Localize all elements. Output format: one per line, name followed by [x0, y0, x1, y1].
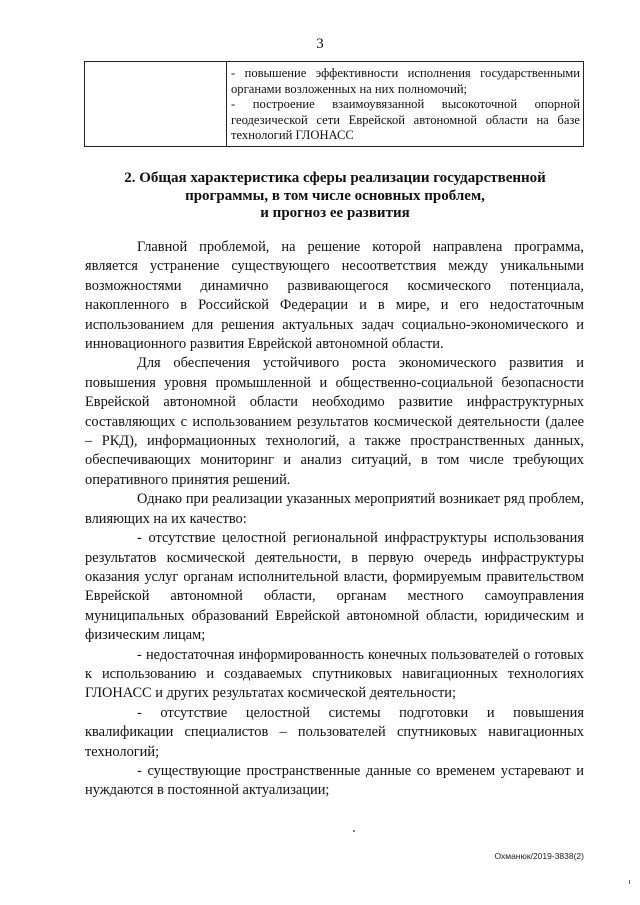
page-number: 3: [316, 36, 324, 52]
paragraph-problem-training: - отсутствие целостной системы подготовки и повышения квалификации специалистов – пользователей спутниковых навигационных технологий;: [85, 704, 584, 760]
table-row: [85, 62, 584, 147]
continuation-table: [84, 61, 584, 147]
body-text: [85, 238, 584, 801]
table-cell-content: [227, 62, 584, 147]
paragraph-main-problem: Главной проблемой, на решение которой направлена программа, является устранение существующего несоответствия между уникальными возможностями динамично развивающегося космического потенциала, накопленного в Российской Федерации и в мире, и его недостаточным использованием для решения актуальных задач социально-экономического и инновационного развития Еврейской автономной области.: [85, 239, 584, 353]
paragraph-problem-awareness: - недостаточная информированность конечных пользователей о готовых к использованию и создаваемых спутниковых навигационных технологиях ГЛОНАСС и других результатах космической деятельности;: [85, 646, 584, 702]
section-heading: [120, 170, 550, 223]
document-code: Охманюк/2019-3838(2): [494, 851, 584, 861]
table-line: - построение взаимоувязанной высокоточной опорной геодезической сети Еврейской автономной области на базе технологий ГЛОНАСС: [231, 97, 580, 143]
table-cell-empty: [85, 62, 227, 147]
heading-line: 2. Общая характеристика сферы реализации государственной: [124, 170, 546, 186]
paragraph-problem-spatial-data: - существующие пространственные данные со временем устаревают и нуждаются в постоянной актуализации;: [85, 762, 584, 799]
paragraph-development: Для обеспечения устойчивого роста экономического развития и повышения уровня промышленной и общественно-социальной безопасности Еврейской автономной области необходимо развитие инфраструктурных составляющих с использованием результатов космической деятельности (далее – РКД), информационных технологий, а также пространственных данных, обеспечивающих мониторинг и анализ ситуаций, в том числе требующих оперативного принятия решений.: [85, 355, 584, 488]
scan-mark: [353, 830, 355, 832]
heading-line: и прогноз ее развития: [260, 205, 410, 221]
paragraph-problem-infrastructure: - отсутствие целостной региональной инфраструктуры использования результатов космической деятельности, в первую очередь инфраструктуры оказания услуг органам исполнительной власти, формируемым правительством Еврейской автономной области, органам местного самоуправления муниципальных образований Еврейской автономной области, юридическим и физическим лицам;: [85, 530, 584, 644]
heading-line: программы, в том числе основных проблем,: [185, 187, 485, 204]
table-line: - повышение эффективности исполнения государственными органами возложенных на них полномочий;: [231, 66, 580, 96]
paragraph-problems-intro: Однако при реализации указанных мероприятий возникает ряд проблем, влияющих на их качество:: [85, 491, 584, 527]
scan-mark: [629, 880, 630, 884]
